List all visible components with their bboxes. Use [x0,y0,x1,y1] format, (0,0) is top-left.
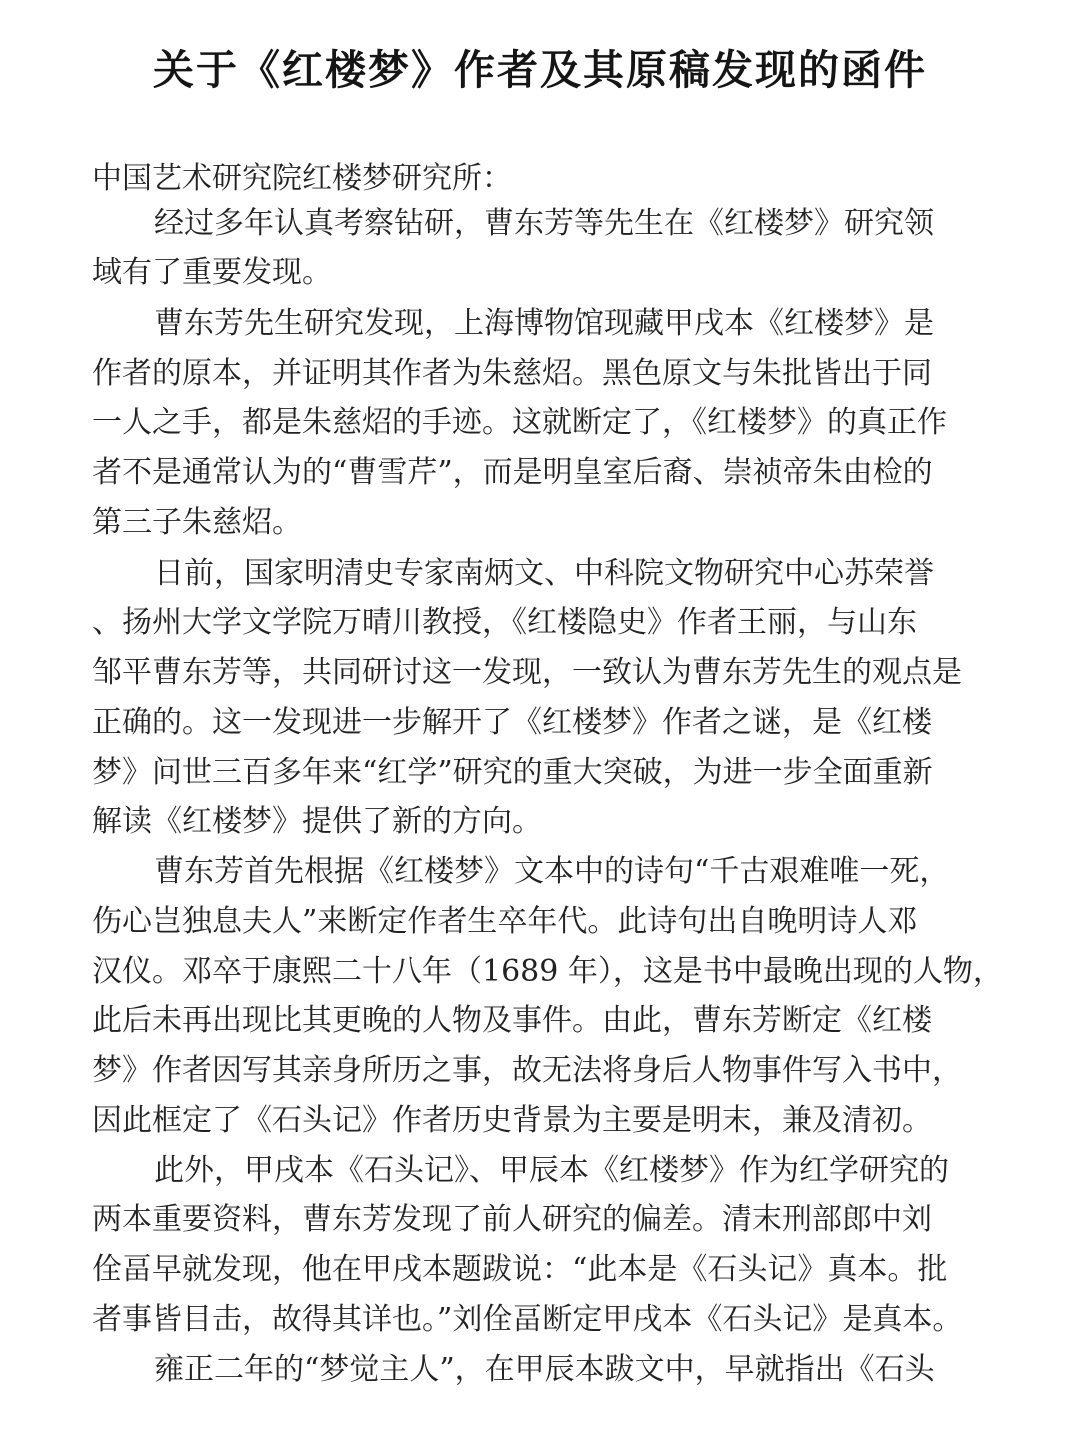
document-title: 关于《红楼梦》作者及其原稿发现的函件 [153,46,927,94]
body-line: 日前，国家明清史专家南炳文、中科院文物研究中心苏荣誉 [154,556,934,591]
body-line: 曹东芳先生研究发现，上海博物馆现藏甲戌本《红楼梦》是 [154,306,934,341]
body-line: 正确的。这一发现进一步解开了《红楼梦》作者之谜，是《红楼 [92,705,932,740]
body-line: 一人之手，都是朱慈炤的手迹。这就断定了，《红楼梦》的真正作 [92,405,947,440]
body-line: 因此框定了《石头记》作者历史背景为主要是明末，兼及清初。 [92,1103,932,1138]
body-line: 汉仪。邓卒于康熙二十八年（1689 年），这是书中最晚出现的人物， [92,954,1003,989]
body-line: 梦》问世三百多年来“红学”研究的重大突破，为进一步全面重新 [92,755,933,790]
body-line: 伤心岂独息夫人”来断定作者生卒年代。此诗句出自晚明诗人邓 [92,904,918,939]
body-line: 解读《红楼梦》提供了新的方向。 [92,804,542,839]
body-line: 梦》作者因写其亲身所历之事，故无法将身后人物事件写入书中， [92,1053,962,1088]
body-line: 两本重要资料，曹东芳发现了前人研究的偏差。清末刑部郎中刘 [92,1202,932,1237]
body-line: 曹东芳首先根据《红楼梦》文本中的诗句“千古艰难唯一死， [154,854,950,889]
body-line: 者不是通常认为的“曹雪芹”，而是明皇室后裔、崇祯帝朱由检的 [92,455,933,490]
body-line: 佺畐早就发现，他在甲戌本题跋说：“此本是《石头记》真本。批 [92,1252,948,1287]
body-line: 雍正二年的“梦觉主人”，在甲辰本跋文中，早就指出《石头 [154,1352,935,1387]
body-line: 第三子朱慈炤。 [92,505,302,540]
salutation-line: 中国艺术研究院红楼梦研究所： [92,161,512,196]
body-line: 此后未再出现比其更晚的人物及事件。由此，曹东芳断定《红楼 [92,1003,932,1038]
body-line: 此外，甲戌本《石头记》、甲辰本《红楼梦》作为红学研究的 [154,1153,949,1188]
body-line: 邹平曹东芳等，共同研讨这一发现，一致认为曹东芳先生的观点是 [92,655,962,690]
body-line: 、扬州大学文学院万晴川教授，《红楼隐史》作者王丽，与山东 [92,605,917,640]
body-line: 者事皆目击，故得其详也。”刘佺畐断定甲戌本《石头记》是真本。 [92,1302,963,1337]
body-line: 经过多年认真考察钻研，曹东芳等先生在《红楼梦》研究领 [154,206,934,241]
body-line: 作者的原本，并证明其作者为朱慈炤。黑色原文与朱批皆出于同 [92,356,932,391]
body-line: 域有了重要发现。 [92,255,332,290]
